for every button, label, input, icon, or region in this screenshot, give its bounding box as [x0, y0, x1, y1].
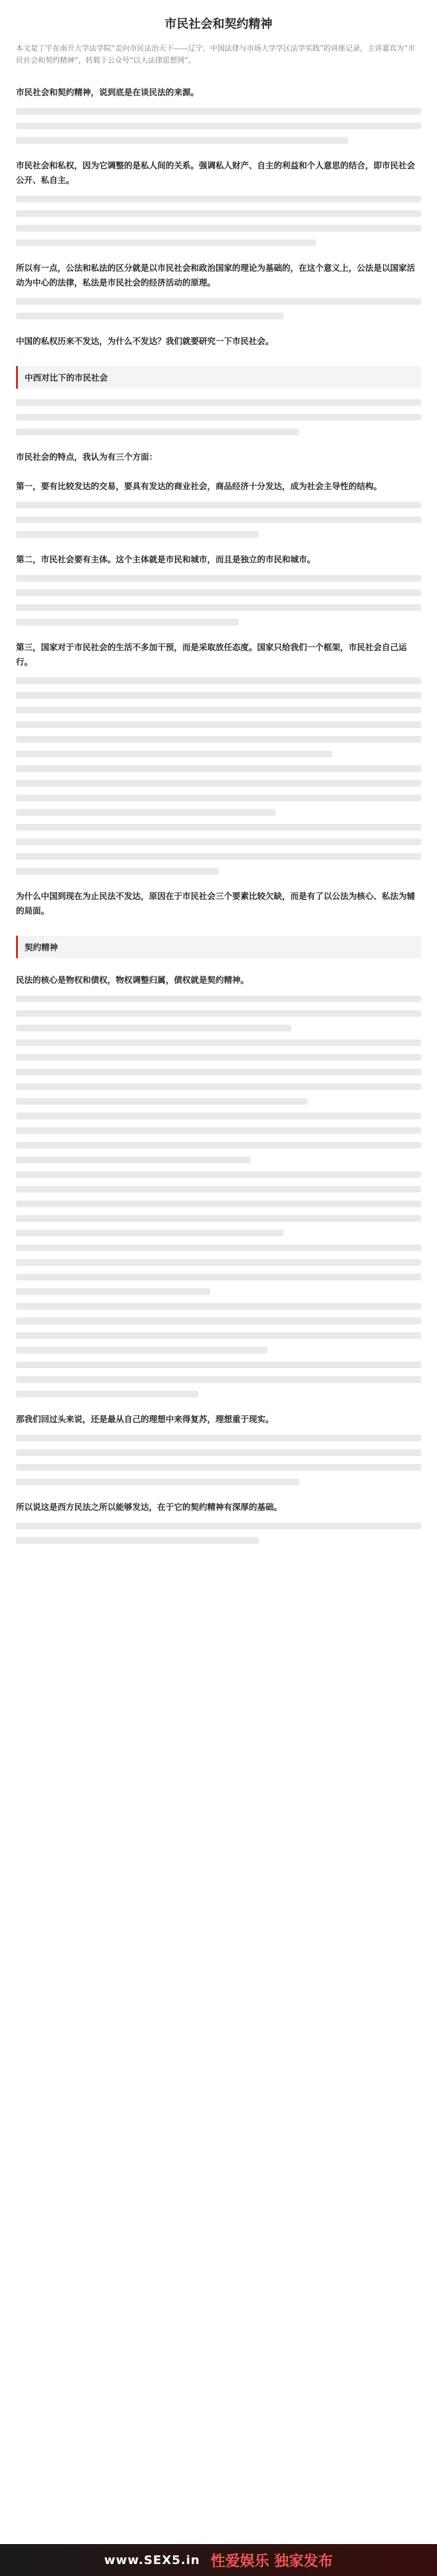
footer-url: www.SEX5.in — [104, 2553, 200, 2567]
text-line — [16, 1054, 421, 1061]
text-line — [16, 298, 421, 305]
point-paragraph: 第二，市民社会要有主体。这个主体就是市民和城市，而且是独立的市民和城市。 — [16, 554, 316, 564]
text-line — [16, 1464, 421, 1471]
text-line — [16, 575, 421, 582]
section-heading: 中西对比下的市民社会 — [16, 366, 421, 389]
text-line — [16, 1025, 291, 1031]
text-line — [16, 1288, 210, 1295]
footer-banner — [0, 2544, 437, 2576]
text-line — [16, 414, 421, 421]
lead-paragraph: 市民社会的特点，我认为有三个方面： — [16, 452, 158, 462]
text-line — [16, 1435, 421, 1441]
text-line — [16, 1347, 267, 1354]
text-line — [16, 313, 283, 319]
text-line — [16, 1069, 421, 1075]
text-line — [16, 1537, 259, 1544]
lead-paragraph: 市民社会和契约精神，说到底是在谈民法的来源。 — [16, 87, 200, 97]
text-line — [16, 196, 421, 202]
text-line — [16, 1391, 198, 1397]
text-line — [16, 838, 421, 845]
text-line — [16, 1127, 421, 1134]
text-line — [16, 1171, 421, 1178]
text-line — [16, 809, 275, 816]
text-line — [16, 765, 421, 772]
text-line — [16, 1098, 307, 1105]
text-line — [16, 604, 421, 611]
article-intro: 本文是丁宇在南开大学法学院“走向市民法治天下——辽宁、中国法律与市场大学学区法学实践”的讲座记录，主讲嘉宾为“市民社会和契约精神”，转载于公众号“以大法律思想网”。 — [16, 44, 416, 65]
text-line — [16, 122, 421, 129]
text-line — [16, 429, 299, 435]
text-line — [16, 1157, 251, 1163]
text-line — [16, 853, 421, 860]
lead-paragraph: 民法的核心是物权和债权，物权调整归属，债权就是契约精神。 — [16, 975, 249, 985]
lead-paragraph: 所以说这是西方民法之所以能够发达，在于它的契约精神有深厚的基础。 — [16, 1502, 283, 1512]
text-line — [16, 1113, 421, 1119]
text-line — [16, 210, 421, 217]
text-line — [16, 824, 421, 830]
text-line — [16, 225, 421, 232]
text-line — [16, 1523, 421, 1529]
text-line — [16, 1230, 283, 1236]
text-line — [16, 399, 421, 406]
lead-paragraph: 市民社会和私权，因为它调整的是私人间的关系。强调私人财产、自主的利益和个人意思的结合，即市民社会公开、私自主。 — [16, 160, 416, 185]
text-line — [16, 1449, 421, 1456]
text-line — [16, 707, 421, 713]
text-line — [16, 1142, 421, 1149]
point-paragraph: 第三，国家对于市民社会的生活不多加干预，而是采取放任态度。国家只给我们一个框架，市民社会自己运行。 — [16, 642, 407, 667]
text-line — [16, 780, 421, 787]
lead-paragraph: 那我们回过头来说，还是最从自己的理想中来得复苏，理想重于现实。 — [16, 1414, 274, 1424]
lead-paragraph: 所以有一点，公法和私法的区分就是以市民社会和政治国家的理论为基础的，在这个意义上，公法是以国家活动为中心的法律，私法是市民社会的经济活动的原理。 — [16, 263, 416, 287]
text-line — [16, 1083, 421, 1090]
text-line — [16, 590, 421, 596]
text-line — [16, 1186, 421, 1193]
text-line — [16, 108, 421, 114]
footer-slogan: 性爱娱乐 独家发布 — [210, 2553, 333, 2570]
point-paragraph: 第一，要有比较发达的交易，要具有发达的商业社会，商品经济十分发达，成为社会主导性的结构。 — [16, 481, 382, 491]
text-line — [16, 1200, 421, 1207]
text-line — [16, 736, 421, 743]
text-line — [16, 1303, 421, 1310]
text-line — [16, 1244, 421, 1251]
text-line — [16, 1215, 421, 1222]
lead-paragraph: 中国的私权历来不发达，为什么不发达？我们就要研究一下市民社会。 — [16, 336, 274, 346]
text-line — [16, 1479, 299, 1485]
text-line — [16, 1318, 421, 1324]
text-line — [16, 692, 421, 699]
text-line — [16, 531, 259, 538]
section-heading: 契约精神 — [16, 936, 421, 958]
text-line — [16, 1010, 421, 1017]
text-line — [16, 1332, 421, 1339]
lead-paragraph: 为什么中国到现在为止民法不发达，原因在于市民社会三个要素比较欠缺，而是有了以公法为核心、私法为辅的局面。 — [16, 891, 416, 916]
text-line — [16, 868, 219, 874]
text-line — [16, 677, 421, 684]
text-line — [16, 240, 316, 246]
text-line — [16, 751, 332, 757]
text-line — [16, 1376, 421, 1383]
text-line — [16, 1259, 421, 1266]
text-line — [16, 795, 421, 801]
text-line — [16, 619, 239, 626]
text-line — [16, 137, 348, 144]
article-title: 市民社会和契约精神 — [164, 17, 273, 31]
text-line — [16, 721, 421, 728]
text-line — [16, 1274, 421, 1280]
text-line — [16, 502, 421, 508]
text-line — [16, 516, 421, 523]
text-line — [16, 1362, 421, 1368]
text-line — [16, 996, 421, 1002]
text-line — [16, 1039, 421, 1046]
